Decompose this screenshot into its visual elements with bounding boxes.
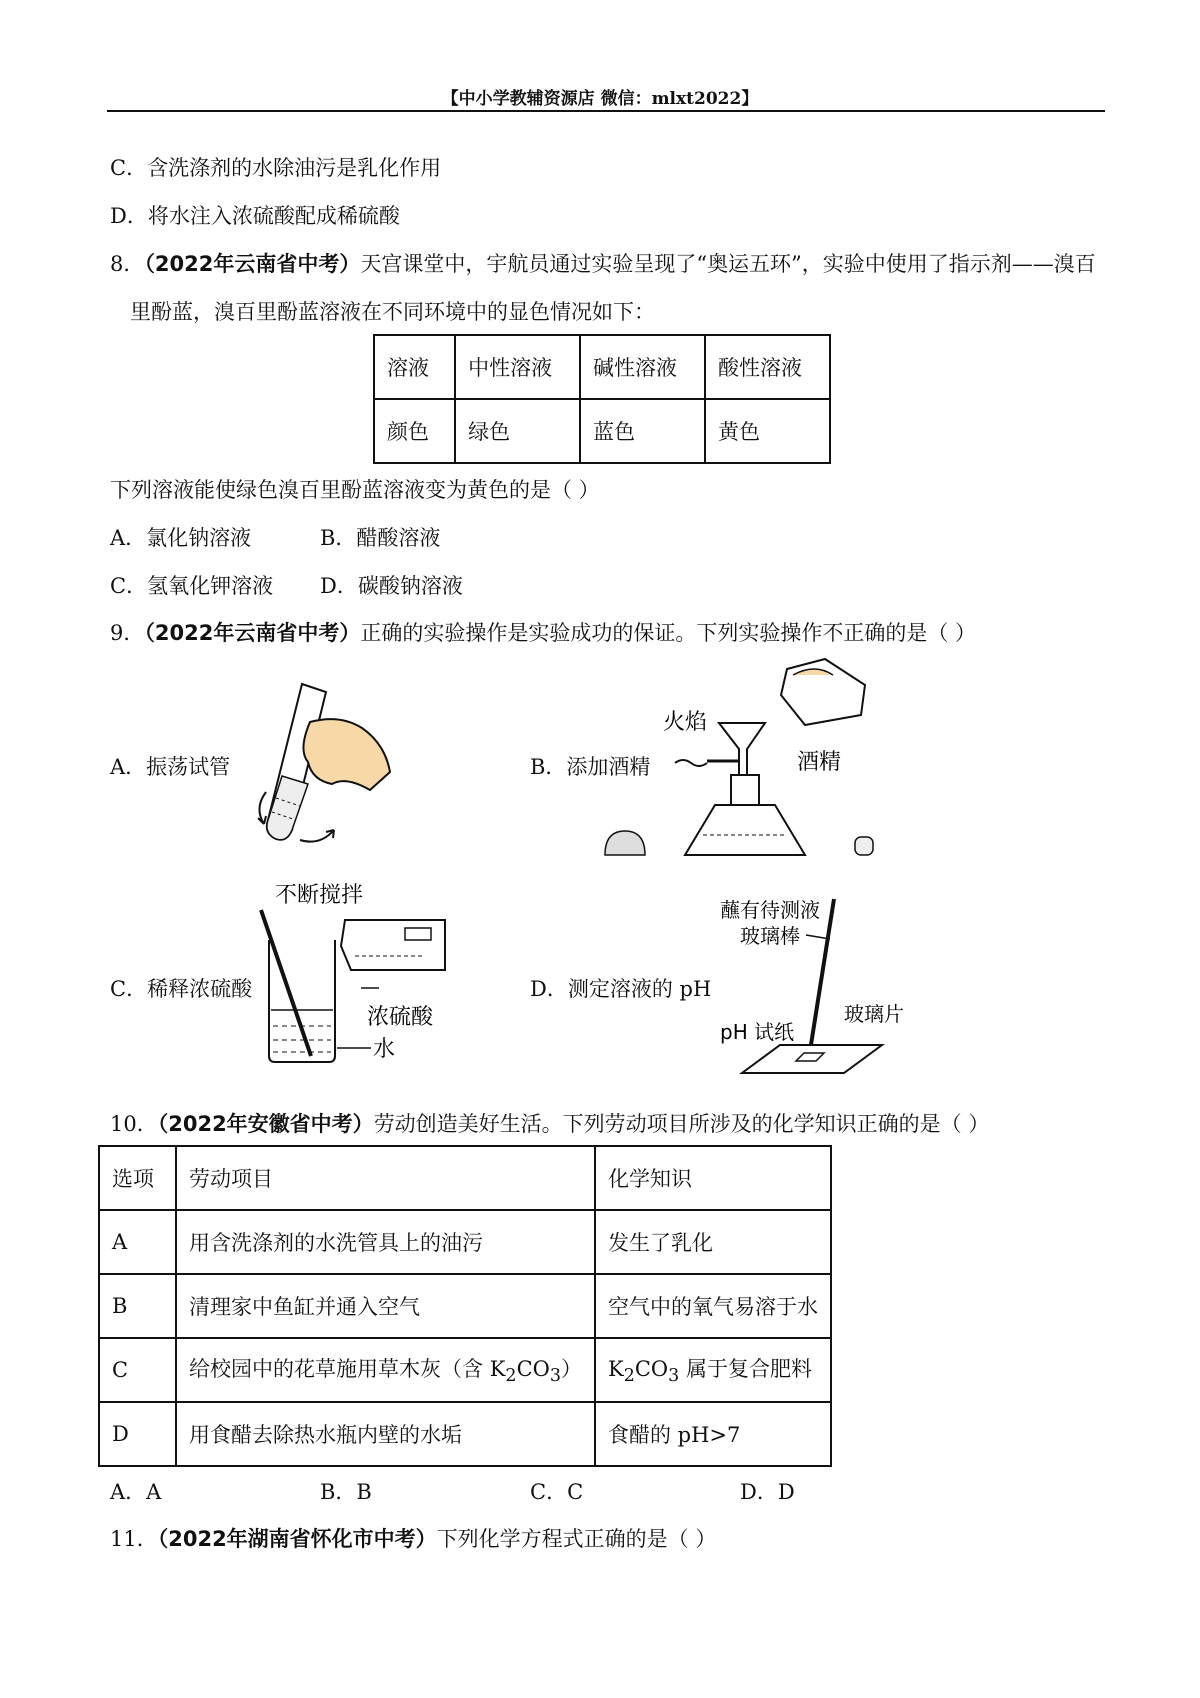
subscript: 2 <box>505 1366 517 1387</box>
text-part: CO <box>634 1357 669 1382</box>
q9-source: （2022年云南省中考） <box>144 621 361 645</box>
label-glass: 玻璃片 <box>844 1002 904 1026</box>
stopper <box>855 837 873 855</box>
q10-row-b-knowledge: 空气中的氧气易溶于水 <box>595 1274 831 1338</box>
q8-cell: 黄色 <box>705 399 830 463</box>
text-part: ） <box>561 1357 582 1382</box>
page-header: 【中小学教辅资源店 微信：mlxt2022】 <box>441 89 759 109</box>
figure-diluting-acid <box>255 880 475 1070</box>
q8-option-a: A．氯化钠溶液 <box>110 526 252 550</box>
q10-option-d: D．D <box>740 1480 795 1504</box>
label-stir: 不断搅拌 <box>275 883 364 908</box>
figure-adding-alcohol <box>655 655 885 865</box>
q11-source: （2022年湖南省怀化市中考） <box>157 1527 437 1551</box>
label-rod-2: 玻璃棒 <box>740 924 800 948</box>
label-rod-1: 蘸有待测液 <box>720 898 820 922</box>
q10-row-b-item: 清理家中鱼缸并通入空气 <box>176 1274 595 1338</box>
text-part: CO <box>516 1357 550 1382</box>
q8-option-d: D．碳酸钠溶液 <box>320 574 463 598</box>
q8-stem-line1 <box>110 250 1096 278</box>
q10-header-item: 劳动项目 <box>176 1146 595 1210</box>
q8-source: （2022年云南省中考） <box>144 252 361 276</box>
text-part: K <box>608 1357 624 1382</box>
q7-option-d: D．将水注入浓硫酸配成稀硫酸 <box>110 204 400 228</box>
q8-number: 8． <box>110 252 145 276</box>
q10-header-knowledge: 化学知识 <box>595 1146 831 1210</box>
label-flame: 火焰 <box>663 710 708 735</box>
figure-measuring-ph <box>720 895 940 1075</box>
label-water: 水 <box>373 1037 396 1062</box>
q8-cell: 碱性溶液 <box>580 335 705 399</box>
label-ph-paper: pH 试纸 <box>720 1020 795 1044</box>
q8-cell: 酸性溶液 <box>705 335 830 399</box>
q10-option-a: A．A <box>110 1480 162 1504</box>
label-alcohol: 酒精 <box>797 750 842 775</box>
q10-row-d-option: D <box>99 1402 176 1466</box>
alcohol-lamp <box>685 805 805 855</box>
q11-text: 下列化学方程式正确的是（ ） <box>436 1527 717 1551</box>
header-rule <box>107 110 1105 112</box>
q8-option-c: C．氢氧化钾溶液 <box>110 574 274 598</box>
q10-header-option: 选项 <box>99 1146 176 1210</box>
label-acid: 浓硫酸 <box>367 1005 434 1030</box>
q11-stem <box>110 1525 716 1553</box>
q10-text: 劳动创造美好生活。下列劳动项目所涉及的化学知识正确的是（ ） <box>373 1112 990 1136</box>
q9-stem <box>110 619 976 647</box>
q10-option-b: B．B <box>320 1480 372 1504</box>
text-part: 给校园中的花草施用草木灰（含 K <box>189 1357 506 1382</box>
q8-question: 下列溶液能使绿色溴百里酚蓝溶液变为黄色的是（ ） <box>110 478 600 502</box>
q10-row-c-knowledge <box>595 1338 831 1402</box>
q9-option-c: C．稀释浓硫酸 <box>110 977 253 1001</box>
q8-option-b: B．醋酸溶液 <box>320 526 441 550</box>
q10-table <box>98 1145 832 1467</box>
q10-row-d-knowledge: 食醋的 pH>7 <box>595 1402 831 1466</box>
q8-cell: 溶液 <box>374 335 455 399</box>
q10-number: 10． <box>110 1112 158 1136</box>
q8-cell: 颜色 <box>374 399 455 463</box>
lamp-cap <box>605 831 645 855</box>
q8-color-table <box>373 334 831 464</box>
q11-number: 11． <box>110 1527 158 1551</box>
figure-shaking-test-tube <box>250 680 400 850</box>
subscript: 3 <box>549 1366 561 1387</box>
q10-row-c-option: C <box>99 1338 176 1402</box>
q8-cell: 蓝色 <box>580 399 705 463</box>
q10-row-c-item <box>176 1338 595 1402</box>
hand <box>303 719 390 790</box>
q8-cell: 绿色 <box>455 399 580 463</box>
q9-option-a: A．振荡试管 <box>110 755 231 779</box>
q10-row-b-option: B <box>99 1274 176 1338</box>
q10-option-c: C．C <box>530 1480 584 1504</box>
q9-number: 9． <box>110 621 145 645</box>
q10-source: （2022年安徽省中考） <box>157 1112 374 1136</box>
q10-row-a-item: 用含洗涤剂的水洗管具上的油污 <box>176 1210 595 1274</box>
q9-option-d: D．测定溶液的 pH <box>530 977 712 1001</box>
subscript: 3 <box>668 1366 680 1387</box>
q8-stem-line2: 里酚蓝，溴百里酚蓝溶液在不同环境中的显色情况如下： <box>130 300 655 324</box>
text-part: 属于复合肥料 <box>679 1357 812 1382</box>
q10-stem <box>110 1110 989 1138</box>
q8-text1: 天宫课堂中，宇航员通过实验呈现了“奥运五环”，实验中使用了指示剂——溴百 <box>360 252 1096 276</box>
subscript: 2 <box>623 1366 635 1387</box>
alcohol-bottle <box>781 659 865 725</box>
q9-option-b: B．添加酒精 <box>530 755 651 779</box>
q9-text: 正确的实验操作是实验成功的保证。下列实验操作不正确的是（ ） <box>360 621 977 645</box>
q10-row-a-option: A <box>99 1210 176 1274</box>
flame-icon <box>675 760 707 766</box>
q7-option-c: C．含洗涤剂的水除油污是乳化作用 <box>110 156 442 180</box>
q10-row-d-item: 用食醋去除热水瓶内壁的水垢 <box>176 1402 595 1466</box>
q8-cell: 中性溶液 <box>455 335 580 399</box>
q10-row-a-knowledge: 发生了乳化 <box>595 1210 831 1274</box>
